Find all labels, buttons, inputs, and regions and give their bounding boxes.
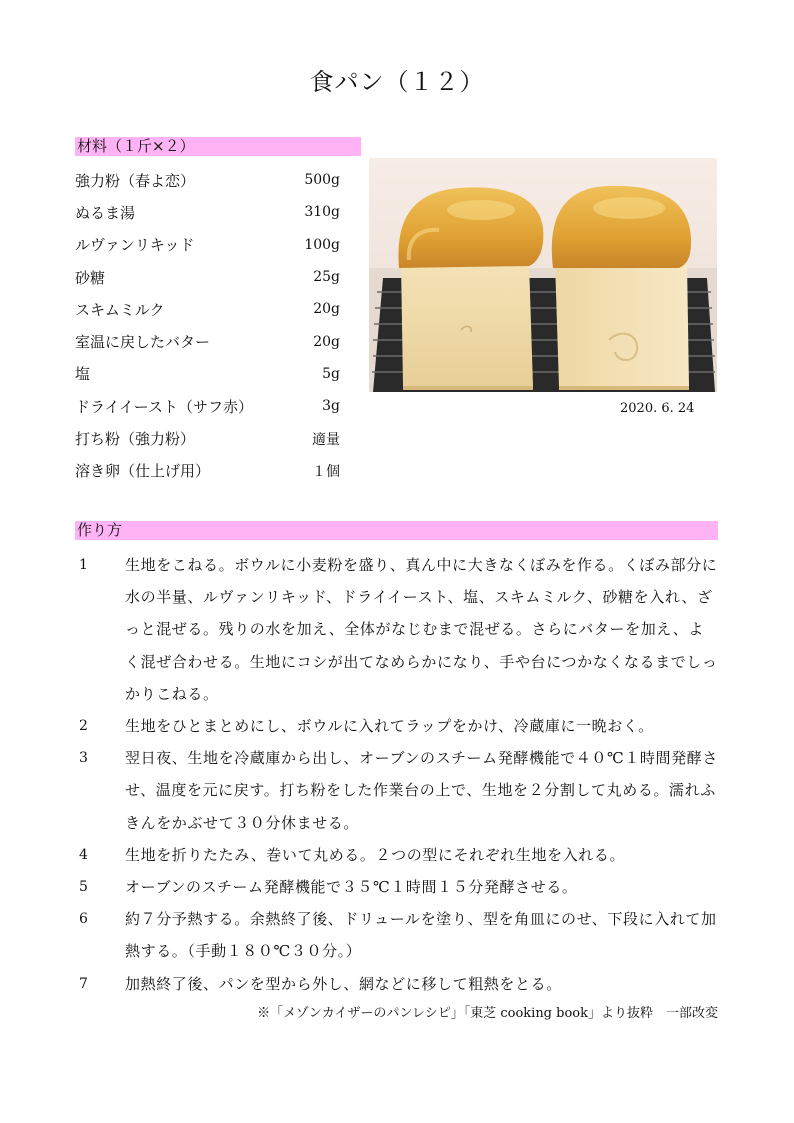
ingredient-name: ぬるま湯 xyxy=(75,203,136,222)
ingredient-name: スキムミルク xyxy=(75,300,165,319)
step-item xyxy=(75,742,718,839)
ingredient-name: 溶き卵（仕上げ用） xyxy=(75,462,211,481)
step-text: 約７分予熱する。余熱終了後、ドリュールを塗り、型を角皿にのせ、下段に入れて加熱する。（手動１８０℃３０分。） xyxy=(125,910,717,961)
step-text: 生地をひとまとめにし、ボウルに入れてラップをかけ、冷蔵庫に一晩おく。 xyxy=(125,717,654,736)
step-number: 2 xyxy=(79,718,89,735)
ingredient-amount: 500g xyxy=(304,172,340,189)
method-steps xyxy=(75,549,718,1000)
step-item xyxy=(75,968,718,1000)
step-item xyxy=(75,871,718,903)
step-number: 5 xyxy=(79,879,89,896)
step-item xyxy=(75,903,718,967)
ingredient-amount: 310g xyxy=(304,204,340,221)
ingredient-row xyxy=(75,358,340,390)
ingredient-amount: 100g xyxy=(304,236,340,253)
ingredient-amount: 20g xyxy=(313,333,340,350)
step-item xyxy=(75,710,718,742)
ingredient-row xyxy=(75,229,340,261)
ingredient-amount: 20g xyxy=(313,301,340,318)
ingredient-row xyxy=(75,455,340,487)
ingredient-row xyxy=(75,325,340,357)
step-number: 7 xyxy=(79,975,89,992)
step-item xyxy=(75,549,718,710)
ingredient-name: 強力粉（春よ恋） xyxy=(75,171,196,190)
ingredient-row xyxy=(75,390,340,422)
ingredient-name: ルヴァンリキッド xyxy=(75,236,195,255)
ingredient-row xyxy=(75,164,340,196)
ingredient-name: 室温に戻したバター xyxy=(75,333,211,352)
step-text: 生地を折りたたみ、巻いて丸める。２つの型にそれぞれ生地を入れる。 xyxy=(125,845,626,864)
source-note: ※「メゾンカイザーのパンレシピ」「東芝 cooking book」より抜粋 一部改変 xyxy=(257,1006,718,1021)
step-number: 4 xyxy=(79,846,89,863)
photo-date: 2020. 6. 24 xyxy=(620,401,695,416)
ingredient-name: 塩 xyxy=(75,365,91,384)
ingredient-row xyxy=(75,422,340,454)
step-text: 生地をこねる。ボウルに小麦粉を盛り、真ん中に大きなくぼみを作る。くぼみ部分に水の半量、ルヴァンリキッド、ドライイースト、塩、スキムミルク、砂糖を入れ、ざっと混ぜる。残りの水を加え、全体がなじむまで混ぜる。さらにバターを加え、よく混ぜ合わせる。生地にコシが出てなめらかになり、手や台につかなくなるまでしっかりこねる。 xyxy=(125,556,718,703)
ingredient-row xyxy=(75,196,340,228)
ingredient-name: ドライイースト（サフ赤） xyxy=(75,397,254,416)
ingredient-amount: 5g xyxy=(322,365,340,382)
ingredient-name: 砂糖 xyxy=(75,268,106,287)
ingredient-amount: 適量 xyxy=(312,431,340,448)
step-item xyxy=(75,839,718,871)
ingredients-header: 材料（１斤×２） xyxy=(75,137,361,156)
step-text: オーブンのスチーム発酵機能で３５℃１時間１５分発酵させる。 xyxy=(125,878,578,897)
step-number: 6 xyxy=(79,911,89,928)
page-title: 食パン（１２） xyxy=(309,68,485,96)
ingredient-name: 打ち粉（強力粉） xyxy=(75,430,196,449)
ingredient-row xyxy=(75,261,340,293)
step-text: 翌日夜、生地を冷蔵庫から出し、オーブンのスチーム発酵機能で４０℃１時間発酵させ、温度を元に戻す。打ち粉をした作業台の上で、生地を２分割して丸める。濡れふきんをかぶせて３０分休ませる。 xyxy=(125,749,718,832)
ingredient-amount: 3g xyxy=(322,398,340,415)
ingredient-list xyxy=(75,164,340,487)
step-number: 1 xyxy=(79,557,89,573)
step-number: 3 xyxy=(79,750,89,767)
bread-photo xyxy=(369,158,717,392)
step-text: 加熱終了後、パンを型から外し、網などに移して粗熱をとる。 xyxy=(125,974,562,993)
method-header: 作り方 xyxy=(75,521,718,540)
ingredient-row xyxy=(75,293,340,325)
ingredient-amount: 25g xyxy=(313,269,340,286)
ingredient-amount: １個 xyxy=(312,463,340,480)
